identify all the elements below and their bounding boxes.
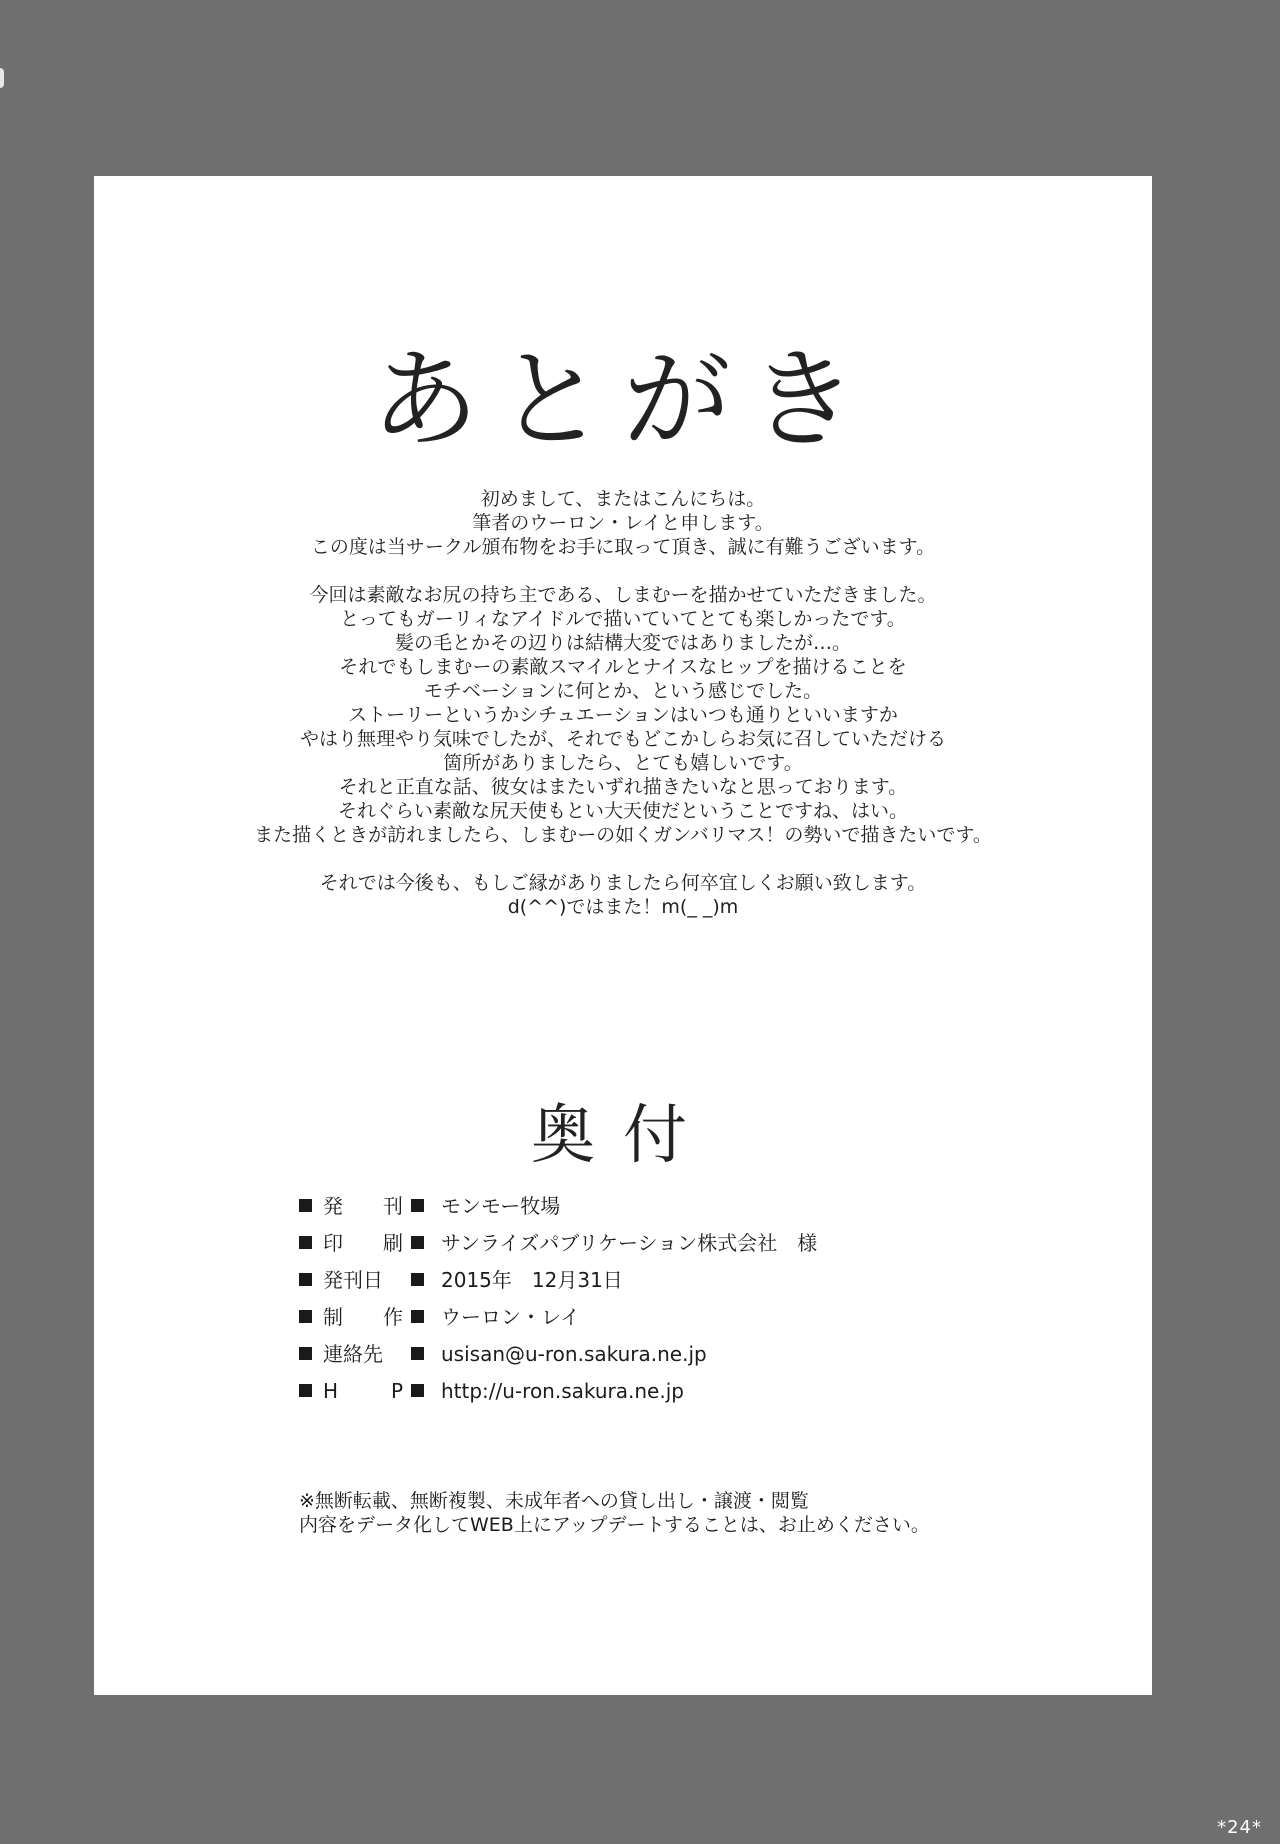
message-line: それでもしまむーの素敵スマイルとナイスなヒップを描けることを xyxy=(339,656,907,678)
square-bullet-icon xyxy=(299,1310,312,1323)
colophon-row-date xyxy=(299,1267,999,1304)
colophon-row-homepage xyxy=(299,1378,999,1415)
message-line: この度は当サークル頒布物をお手に取って頂き、誠に有難うございます。 xyxy=(310,536,936,558)
message-line: d(^^)ではまた！m(_ _)m xyxy=(507,896,739,918)
message-line: 髪の毛とかその辺りは結構大変ではありましたが…。 xyxy=(394,632,851,654)
message-line: やはり無理やり気味でしたが、それでもどこかしらお気に召していただける xyxy=(299,728,946,750)
square-bullet-icon xyxy=(411,1273,424,1286)
notice-line: 内容をデータ化してWEB上にアップデートすることは、お止めください。 xyxy=(299,1514,930,1536)
row-label xyxy=(323,1341,403,1367)
square-bullet-icon xyxy=(299,1199,312,1212)
copyright-notice xyxy=(299,1489,930,1537)
colophon-table xyxy=(299,1193,999,1415)
colophon-row-printer xyxy=(299,1230,999,1267)
label-char: 刊 xyxy=(383,1194,403,1218)
label-char: P xyxy=(390,1379,403,1403)
message-line: ストーリーというかシチュエーションはいつも通りといいますか xyxy=(348,704,898,726)
notice-line: ※無断転載、無断複製、未成年者への貸し出し・譲渡・閲覧 xyxy=(299,1490,809,1512)
label-char: 制 xyxy=(323,1305,343,1329)
square-bullet-icon xyxy=(299,1236,312,1249)
message-line: また描くときが訪れましたら、しまむーの如くガンバリマス！の勢いで描きたいです。 xyxy=(254,824,992,846)
row-label xyxy=(323,1230,403,1256)
label-char: 印 xyxy=(323,1231,343,1255)
row-value: 2015年 12月31日 xyxy=(441,1268,623,1292)
message-line: それと正直な話、彼女はまたいずれ描きたいなと思っております。 xyxy=(338,776,908,798)
square-bullet-icon xyxy=(411,1236,424,1249)
page-panel xyxy=(94,176,1152,1695)
message-line: モチベーションに何とか、という感じでした。 xyxy=(423,680,823,702)
label-char: 発 xyxy=(323,1194,343,1218)
colophon-row-author xyxy=(299,1304,999,1341)
message-line: 今回は素敵なお尻の持ち主である、しまむーを描かせていただきました。 xyxy=(309,584,937,606)
message-line: 筆者のウーロン・レイと申します。 xyxy=(472,512,774,534)
square-bullet-icon xyxy=(411,1384,424,1397)
homepage-url: http://u-ron.sakura.ne.jp xyxy=(441,1379,684,1403)
label-char: 作 xyxy=(383,1305,403,1329)
message-line: とってもガーリィなアイドルで描いていてとても楽しかったです。 xyxy=(340,608,906,630)
contact-email: usisan@u-ron.sakura.ne.jp xyxy=(441,1342,707,1366)
colophon-row-contact xyxy=(299,1341,999,1378)
label-char: 発刊日 xyxy=(323,1268,383,1292)
row-label xyxy=(323,1267,403,1293)
row-value: ウーロン・レイ xyxy=(441,1305,580,1329)
scan-edge-mark xyxy=(0,68,4,88)
row-value: モンモー牧場 xyxy=(441,1194,561,1218)
row-label xyxy=(323,1304,403,1330)
row-value: サンライズパブリケーション株式会社 様 xyxy=(441,1231,818,1255)
colophon-title: 奥付 xyxy=(531,1099,715,1173)
message-line: それでは今後も、もしご縁がありましたら何卒宜しくお願い致します。 xyxy=(319,872,927,894)
afterword-title: あとがき xyxy=(370,338,875,463)
message-line: それぐらい素敵な尻天使もとい大天使だということですね、はい。 xyxy=(337,800,908,822)
square-bullet-icon xyxy=(411,1310,424,1323)
square-bullet-icon xyxy=(411,1347,424,1360)
label-char: 刷 xyxy=(383,1231,403,1255)
page-number: *24* xyxy=(1217,1817,1262,1838)
square-bullet-icon xyxy=(411,1199,424,1212)
square-bullet-icon xyxy=(299,1273,312,1286)
colophon-row-publisher xyxy=(299,1193,999,1230)
square-bullet-icon xyxy=(299,1384,312,1397)
afterword-message xyxy=(94,487,1152,943)
row-label xyxy=(323,1193,403,1219)
paragraph-closing xyxy=(94,871,1152,919)
square-bullet-icon xyxy=(299,1347,312,1360)
message-line: 箇所がありましたら、とても嬉しいです。 xyxy=(443,752,803,774)
label-char: H xyxy=(323,1379,339,1403)
label-char: 連絡先 xyxy=(323,1342,383,1366)
row-label xyxy=(323,1378,403,1404)
paragraph-body xyxy=(94,583,1152,847)
paragraph-greeting xyxy=(94,487,1152,559)
message-line: 初めまして、またはこんにちは。 xyxy=(480,488,766,510)
